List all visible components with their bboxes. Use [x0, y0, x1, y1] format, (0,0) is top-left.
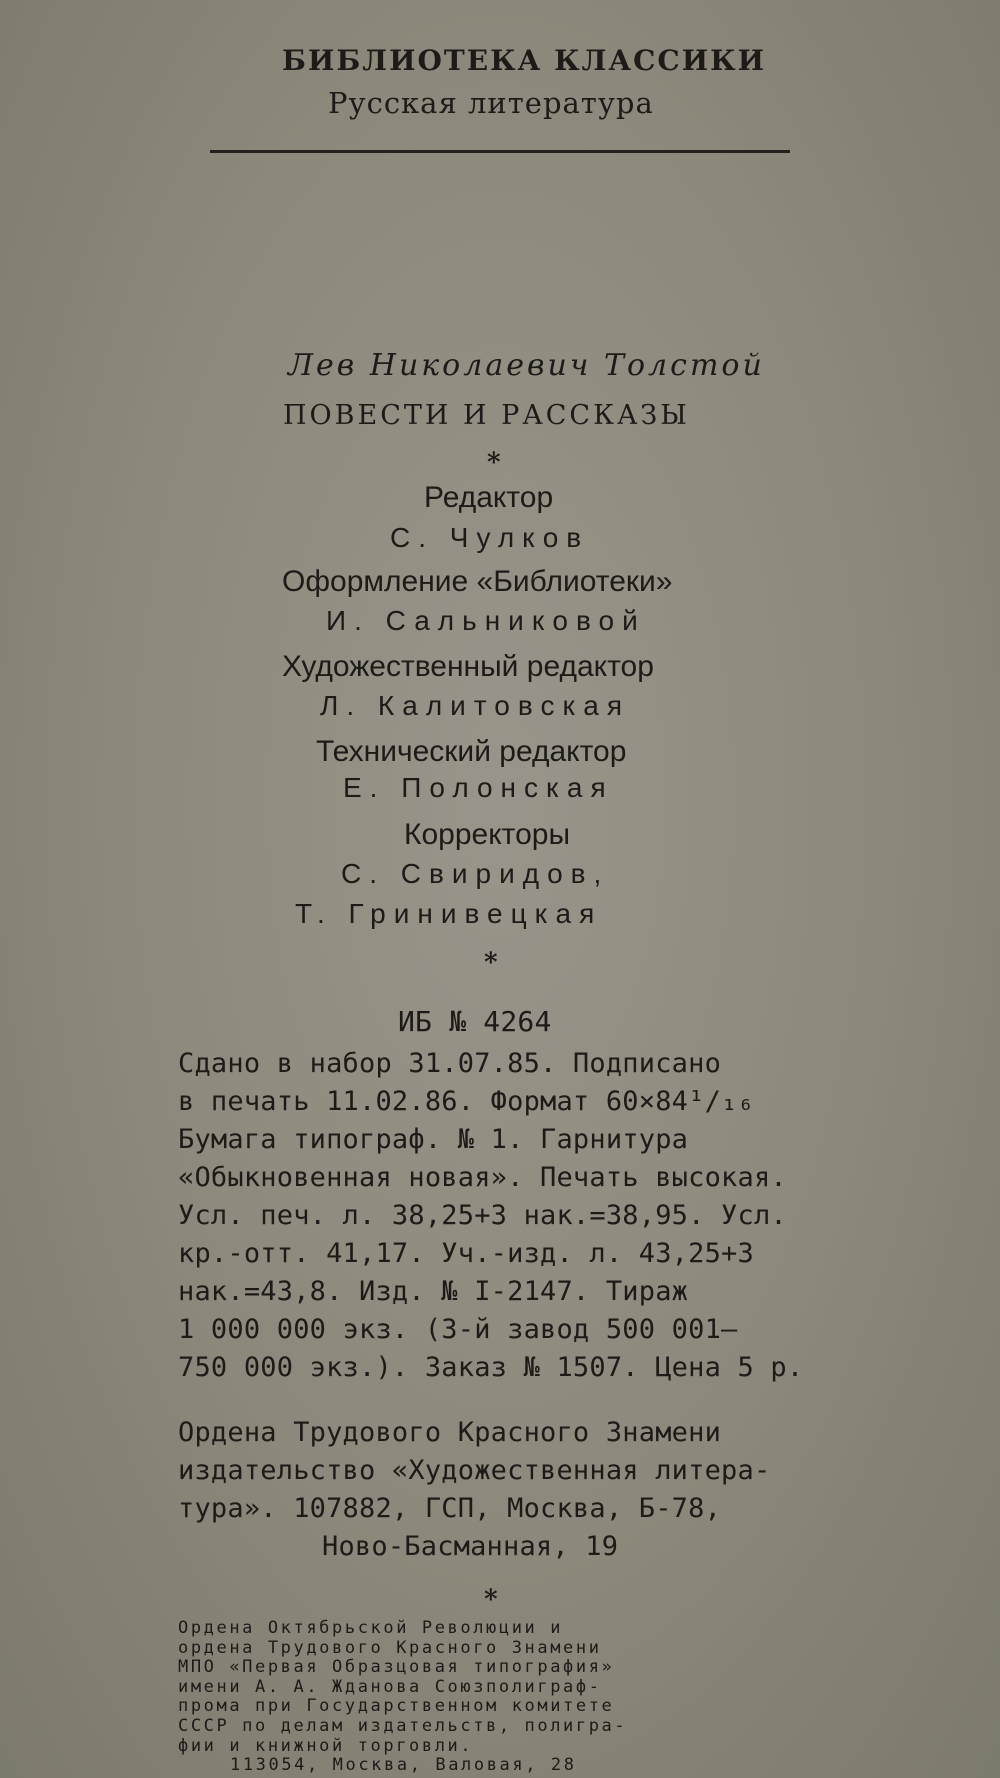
- header-rule: [210, 150, 790, 153]
- separator-star: *: [487, 448, 501, 478]
- ib-number: ИБ № 4264: [398, 1005, 552, 1038]
- separator-star: *: [484, 1585, 498, 1615]
- print-detail-line: 750 000 экз.). Заказ № 1507. Цена 5 р.: [178, 1352, 804, 1383]
- credit-role-editor: Редактор: [424, 481, 554, 514]
- publisher-line: издательство «Художественная литера-: [178, 1455, 771, 1486]
- print-detail-line: Бумага типограф. № 1. Гарнитура: [178, 1124, 689, 1155]
- publisher-line: тура». 107882, ГСП, Москва, Б-78,: [178, 1493, 722, 1524]
- credit-name-design: И. Сальниковой: [326, 605, 646, 636]
- series-title: БИБЛИОТЕКА КЛАССИКИ: [282, 44, 767, 77]
- print-detail-line: в печать 11.02.86. Формат 60×84¹/₁₆: [178, 1086, 754, 1117]
- printer-line: МПО «Первая Образцовая типография»: [178, 1657, 615, 1678]
- publisher-line: Ново-Басманная, 19: [322, 1531, 619, 1562]
- print-detail-line: Усл. печ. л. 38,25+3 нак.=38,95. Усл.: [178, 1200, 787, 1231]
- book-author: Лев Николаевич Толстой: [288, 348, 765, 383]
- credit-name-tech-editor: Е. Полонская: [343, 772, 614, 803]
- printer-line: СССР по делам издательств, полигра-: [178, 1716, 628, 1736]
- print-detail-line: «Обыкновенная новая». Печать высокая.: [178, 1162, 787, 1193]
- print-detail-line: Сдано в набор 31.07.85. Подписано: [178, 1048, 722, 1079]
- credit-role-design: Оформление «Библиотеки»: [282, 565, 673, 598]
- credit-role-tech-editor: Технический редактор: [316, 735, 627, 768]
- credit-name-proofreader-1: С. Свиридов,: [341, 858, 610, 889]
- credit-name-editor: С. Чулков: [390, 522, 590, 553]
- printer-line: прома при Государственном комитете: [178, 1696, 615, 1717]
- printer-line: 113054, Москва, Валовая, 28: [230, 1755, 577, 1776]
- credit-role-art-editor: Художественный редактор: [282, 650, 654, 683]
- book-title: ПОВЕСТИ И РАССКАЗЫ: [283, 400, 690, 431]
- printer-line: Ордена Октябрьской Революции и: [178, 1618, 564, 1638]
- print-detail-line: нак.=43,8. Изд. № I-2147. Тираж: [178, 1276, 689, 1307]
- separator-star: *: [484, 948, 498, 978]
- credit-role-proofreaders: Корректоры: [404, 818, 571, 851]
- printer-line: ордена Трудового Красного Знамени: [178, 1637, 602, 1658]
- print-detail-line: кр.-отт. 41,17. Уч.-изд. л. 43,25+3: [178, 1238, 754, 1269]
- series-subtitle: Русская литература: [328, 86, 654, 120]
- printer-line: имени А. А. Жданова Союзполиграф-: [178, 1676, 602, 1697]
- credit-name-art-editor: Л. Калитовская: [320, 690, 631, 721]
- printer-line: фии и книжной торговли.: [178, 1735, 474, 1756]
- credit-name-proofreader-2: Т. Гринивецкая: [295, 898, 603, 929]
- publisher-line: Ордена Трудового Красного Знамени: [178, 1417, 722, 1448]
- print-detail-line: 1 000 000 экз. (3-й завод 500 001—: [178, 1314, 738, 1345]
